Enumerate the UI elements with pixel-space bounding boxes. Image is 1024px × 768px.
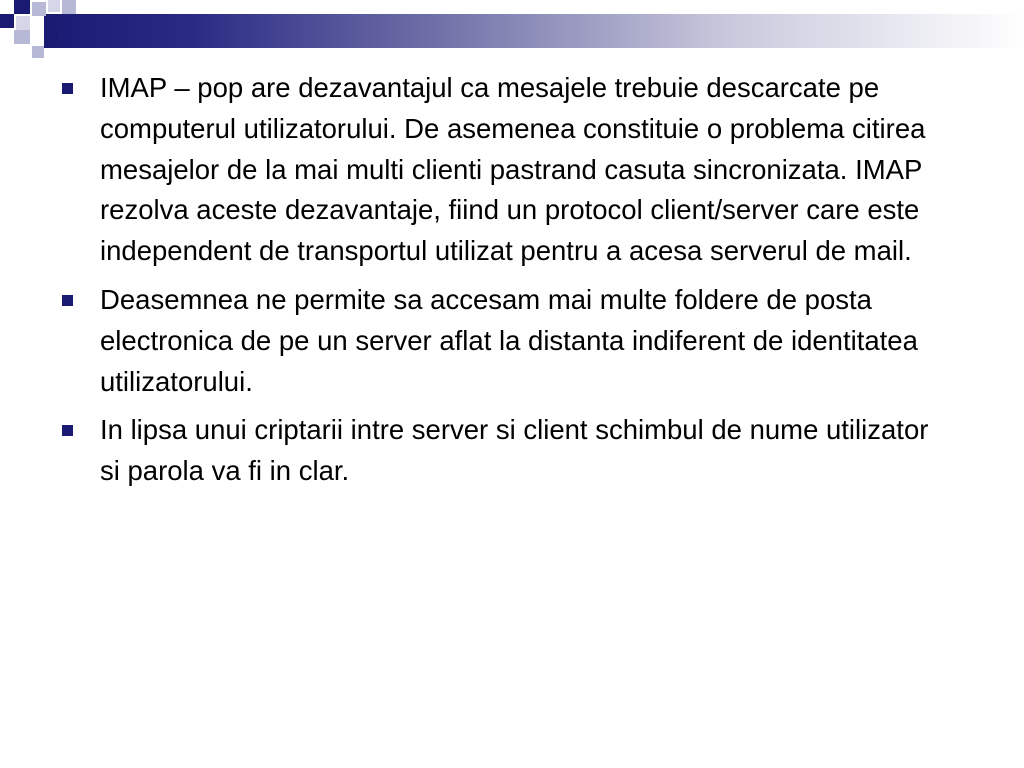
- header-gradient-bar: [44, 14, 1024, 48]
- decorative-square: [62, 0, 76, 14]
- decorative-square: [32, 46, 44, 58]
- decorative-square: [32, 2, 46, 16]
- bullet-list: [62, 68, 942, 492]
- decorative-square: [14, 30, 30, 44]
- decorative-square: [48, 0, 60, 12]
- bullet-text: In lipsa unui criptarii intre server si client schimbul de nume utilizator si parola va fi in clar.: [100, 414, 929, 487]
- slide-content: [62, 68, 942, 500]
- decorative-square: [32, 16, 44, 28]
- bullet-item: [62, 280, 942, 402]
- decorative-square: [14, 0, 30, 14]
- square-bullet-icon: [62, 295, 73, 306]
- square-bullet-icon: [62, 425, 73, 436]
- decorative-square: [44, 30, 58, 44]
- bullet-text: Deasemnea ne permite sa accesam mai multe foldere de posta electronica de pe un server aflat la distanta indiferent de identitatea utilizatorului.: [100, 283, 918, 397]
- decorative-square: [0, 14, 14, 28]
- bullet-item: [62, 410, 942, 492]
- bullet-text: IMAP – pop are dezavantajul ca mesajele trebuie descarcate pe computerul utilizatorului. De asemenea constituie o problema citirea mesajelor de la mai multi clienti pastrand casuta sincronizata. IMAP rezolva aceste dezavantaje, fiind un protocol client/server care este independent de transportul utilizat pentru a acesa serverul de mail.: [100, 72, 926, 267]
- bullet-item: [62, 68, 942, 272]
- decorative-square: [16, 16, 30, 30]
- square-bullet-icon: [62, 83, 73, 94]
